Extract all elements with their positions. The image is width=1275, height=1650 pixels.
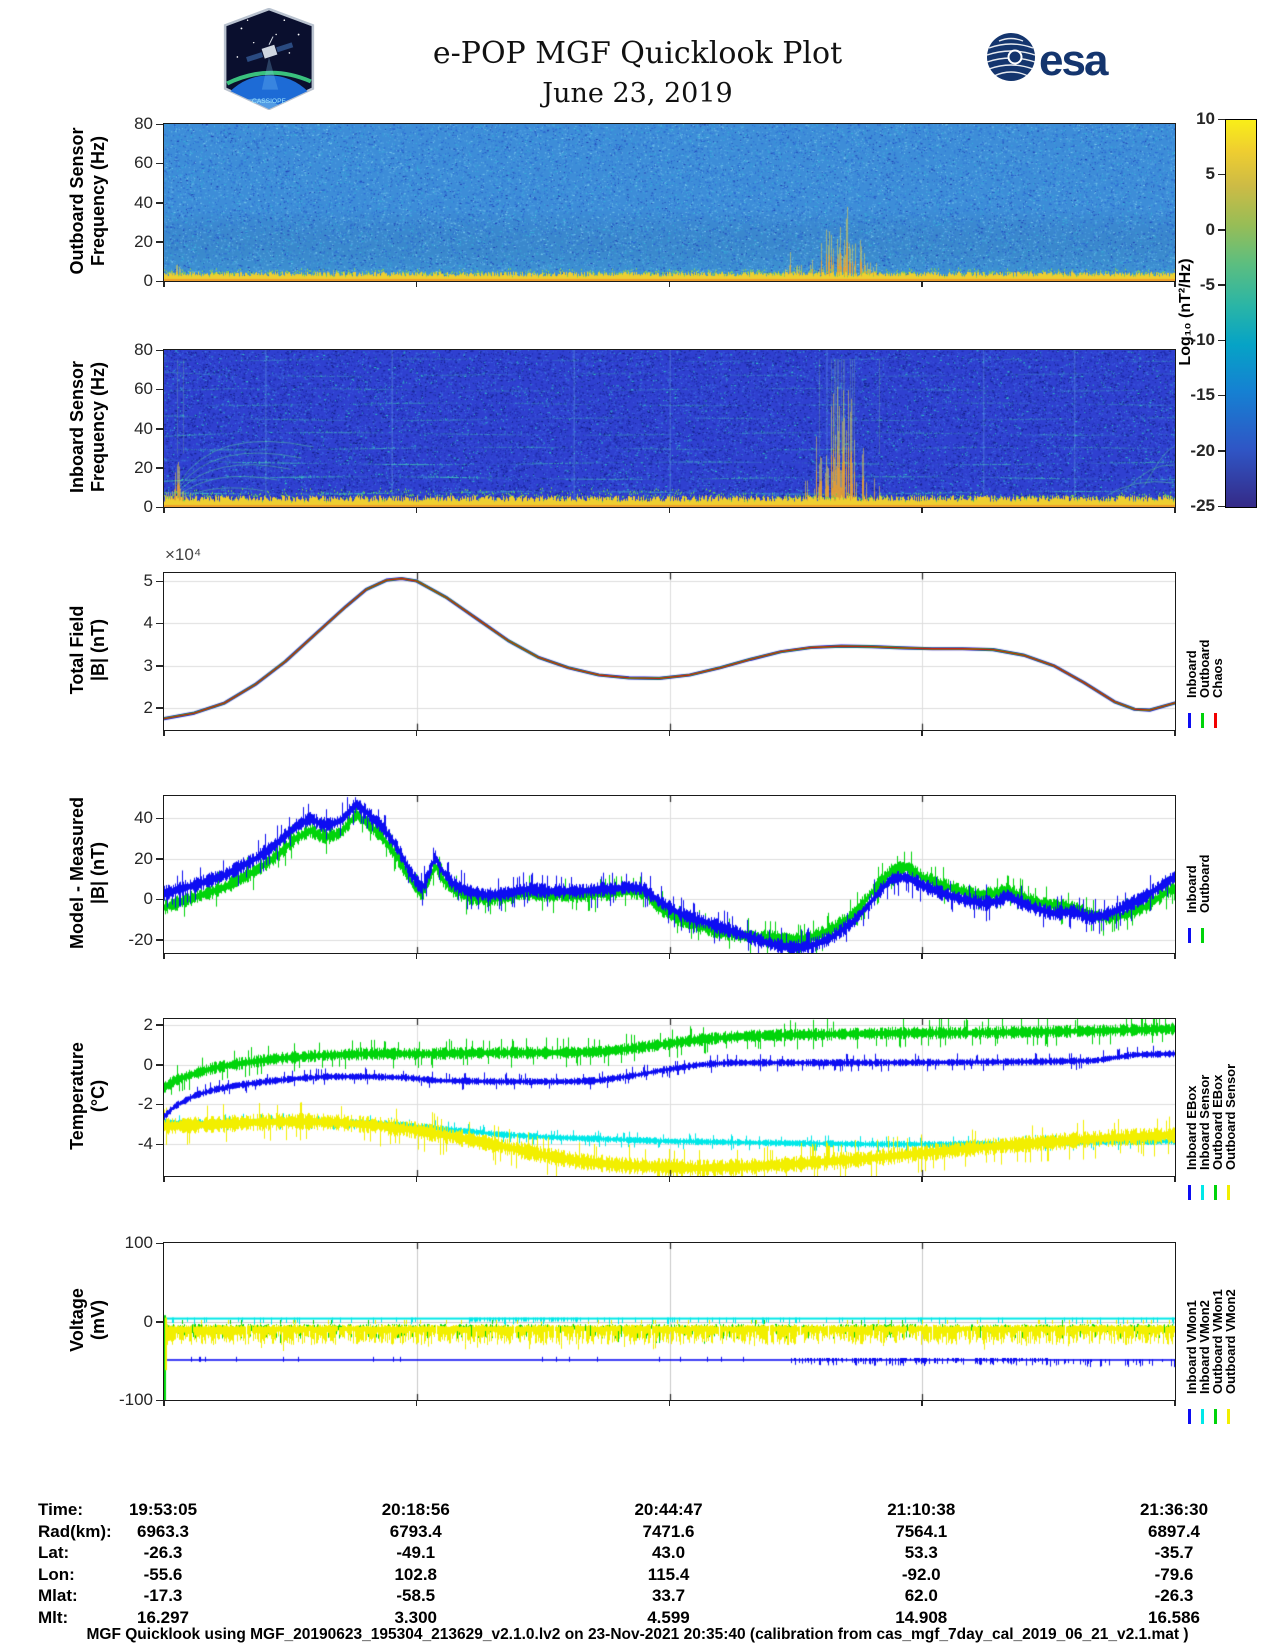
y-tick-label: 0: [143, 497, 153, 516]
ephemeris-row-label: Lon:: [38, 1564, 75, 1584]
y-tick-mark: [156, 707, 163, 709]
ephemeris-value: 102.8: [394, 1564, 438, 1584]
inboard-spectrogram-ylabel: Inboard Sensor Frequency (Hz): [67, 360, 108, 494]
colorbar-tick-label: -25: [1190, 496, 1215, 515]
legend-label: Outboard Sensor: [1223, 1063, 1238, 1170]
ephemeris-value: -49.1: [396, 1543, 436, 1562]
x-tick-mark: [1174, 954, 1176, 959]
y-tick-label: 60: [134, 379, 153, 399]
model-measured-ylabel: Model - Measured |B| (nT): [67, 796, 108, 950]
legend-marker: [1227, 1185, 1230, 1200]
legend-marker: [1188, 1185, 1191, 1200]
y-tick-mark: [156, 202, 163, 204]
legend-marker: [1188, 928, 1191, 943]
ephemeris-value: 3.300: [394, 1607, 438, 1627]
panel-temperature: [163, 1018, 1176, 1177]
y-tick-label: 40: [134, 418, 153, 438]
legend-label: Inboard VMon2: [1197, 1300, 1212, 1394]
legend-marker: [1201, 1409, 1204, 1424]
colorbar-tick-mark: [1218, 284, 1225, 286]
x-tick-mark: [669, 954, 671, 959]
panel-total-field: [163, 572, 1176, 731]
ephemeris-value: 7471.6: [642, 1521, 695, 1541]
y-tick-mark: [156, 939, 163, 941]
ephemeris-value: 19:53:05: [128, 1500, 198, 1519]
x-tick-mark: [669, 508, 671, 513]
ephemeris-value: 33.7: [651, 1586, 686, 1605]
y-tick-mark: [156, 581, 163, 583]
outboard-spectrogram-ylabel: Outboard Sensor Frequency (Hz): [67, 127, 108, 275]
colorbar: [1225, 119, 1257, 508]
colorbar-tick-label: 0: [1205, 219, 1215, 239]
x-tick-mark: [163, 282, 165, 287]
ephemeris-value: 20:44:47: [634, 1500, 703, 1519]
figure-title: e-POP MGF Quicklook Plot: [432, 36, 843, 71]
voltage-canvas: [164, 1243, 1175, 1400]
ephemeris-value: -26.3: [1154, 1586, 1194, 1605]
y-tick-label: 80: [134, 340, 153, 359]
ephemeris-value: -79.6: [1154, 1564, 1194, 1584]
x-tick-mark: [669, 1177, 671, 1182]
x-tick-mark: [921, 954, 923, 959]
total-field-canvas: [164, 573, 1175, 730]
y-tick-label: 0: [143, 271, 153, 290]
colorbar-tick-label: -5: [1199, 274, 1215, 294]
y-tick-mark: [156, 1243, 163, 1245]
ephemeris-value: 21:10:38: [887, 1500, 956, 1519]
legend-marker: [1201, 1185, 1204, 1200]
colorbar-tick-label: -20: [1190, 440, 1215, 460]
x-tick-mark: [416, 1177, 418, 1182]
x-tick-mark: [163, 1177, 165, 1182]
y-tick-label: 20: [134, 457, 153, 477]
legend-label: Inboard: [1184, 865, 1199, 913]
colorbar-tick-mark: [1218, 506, 1225, 508]
voltage-ylabel: Voltage (mV): [67, 1288, 108, 1352]
colorbar-tick-mark: [1218, 450, 1225, 452]
ephemeris-value: 20:18:56: [381, 1500, 450, 1519]
temperature-ylabel: Temperature (°C): [67, 1042, 108, 1150]
y-tick-label: -4: [137, 1134, 153, 1154]
x-tick-mark: [163, 954, 165, 959]
ephemeris-value: -35.7: [1154, 1543, 1194, 1562]
x-tick-mark: [669, 731, 671, 736]
legend-marker: [1214, 713, 1217, 728]
colorbar-tick-mark: [1218, 340, 1225, 342]
x-tick-mark: [163, 508, 165, 513]
y-tick-mark: [156, 124, 163, 126]
y-tick-label: 3: [143, 655, 153, 675]
y-tick-mark: [156, 1104, 163, 1106]
y-tick-mark: [156, 665, 163, 667]
legend-marker: [1214, 1185, 1217, 1200]
y-tick-mark: [156, 281, 163, 283]
x-tick-mark: [1174, 1401, 1176, 1406]
legend-label: Inboard EBox: [1184, 1085, 1199, 1170]
y-tick-label: 0: [143, 1311, 153, 1331]
y-tick-label: -20: [128, 929, 153, 949]
y-tick-mark: [156, 1024, 163, 1026]
panel-model-measured: [163, 795, 1176, 954]
y-tick-mark: [156, 163, 163, 165]
ephemeris-row-label: Rad(km):: [38, 1521, 112, 1541]
legend-label: Outboard VMon2: [1223, 1289, 1238, 1394]
x-tick-mark: [416, 508, 418, 513]
esa-logo: [985, 30, 1120, 91]
legend-label: Outboard: [1197, 639, 1212, 698]
y-tick-label: 80: [134, 114, 153, 133]
y-tick-label: 0: [143, 889, 153, 909]
y-tick-mark: [156, 241, 163, 243]
legend-label: Chaos: [1210, 658, 1225, 698]
ephemeris-value: -58.5: [396, 1586, 436, 1605]
colorbar-tick-mark: [1218, 119, 1225, 121]
y-tick-label: 20: [134, 848, 153, 868]
legend-label: Outboard: [1197, 854, 1212, 913]
x-tick-mark: [921, 731, 923, 736]
y-tick-label: 40: [134, 192, 153, 212]
x-tick-mark: [1174, 1177, 1176, 1182]
y-tick-mark: [156, 1064, 163, 1066]
y-tick-mark: [156, 1400, 163, 1402]
figure-date: June 23, 2019: [542, 78, 733, 109]
y-tick-label: 0: [143, 1054, 153, 1074]
outboard-spectrogram-canvas: [164, 124, 1175, 281]
colorbar-tick-mark: [1218, 395, 1225, 397]
legend-marker: [1227, 1409, 1230, 1424]
y-tick-label: 2: [143, 1014, 153, 1034]
y-tick-mark: [156, 389, 163, 391]
y-tick-label: -2: [137, 1094, 153, 1114]
patch-text: CASSIOPE: [252, 97, 286, 105]
ephemeris-value: 4.599: [647, 1607, 690, 1627]
inboard-spectrogram-canvas: [164, 350, 1175, 507]
ephemeris-value: 7564.1: [895, 1521, 948, 1541]
x-tick-mark: [1174, 731, 1176, 736]
x-tick-mark: [163, 1401, 165, 1406]
colorbar-tick-mark: [1218, 229, 1225, 231]
y-tick-mark: [156, 1321, 163, 1323]
legend-marker: [1188, 713, 1191, 728]
ephemeris-value: -26.3: [143, 1543, 183, 1562]
y-tick-mark: [156, 623, 163, 625]
ephemeris-value: 21:36:30: [1139, 1500, 1209, 1519]
y-tick-mark: [156, 818, 163, 820]
y-tick-label: 5: [143, 571, 153, 591]
x-tick-mark: [921, 508, 923, 513]
legend-marker: [1214, 1409, 1217, 1424]
colorbar-tick-mark: [1218, 174, 1225, 176]
temperature-canvas: [164, 1019, 1175, 1176]
legend-marker: [1188, 1409, 1191, 1424]
colorbar-label: Log₁₀ (nT²/Hz): [1177, 258, 1194, 366]
x-tick-mark: [163, 731, 165, 736]
colorbar-tick-label: -10: [1190, 330, 1215, 350]
panel-voltage: [163, 1242, 1176, 1401]
total-field-ylabel: Total Field |B| (nT): [67, 605, 108, 695]
ephemeris-row-label: Lat:: [38, 1543, 70, 1562]
panel-inboard-spectrogram: [163, 349, 1176, 508]
legend-label: Inboard: [1184, 650, 1199, 698]
y-tick-mark: [156, 507, 163, 509]
y-tick-label: 40: [134, 808, 153, 828]
colorbar-tick-label: 5: [1205, 164, 1215, 184]
ephemeris-value: 6793.4: [389, 1521, 442, 1541]
x-tick-mark: [921, 282, 923, 287]
legend-marker: [1201, 713, 1204, 728]
y-tick-label: 4: [143, 613, 153, 633]
y-tick-mark: [156, 428, 163, 430]
total-field-exponent-label: ×10⁴: [165, 545, 202, 564]
legend-label: Outboard EBox: [1210, 1074, 1225, 1170]
y-tick-mark: [156, 858, 163, 860]
ephemeris-value: 14.908: [895, 1607, 948, 1627]
x-tick-mark: [669, 1401, 671, 1406]
ephemeris-value: 115.4: [647, 1564, 690, 1584]
ephemeris-value: -55.6: [143, 1564, 183, 1584]
ephemeris-value: -17.3: [143, 1586, 183, 1605]
x-tick-mark: [416, 731, 418, 736]
y-tick-mark: [156, 350, 163, 352]
y-tick-label: 100: [124, 1233, 153, 1252]
panel-outboard-spectrogram: [163, 123, 1176, 282]
ephemeris-value: -92.0: [901, 1564, 941, 1584]
legend-label: Outboard VMon1: [1210, 1289, 1225, 1394]
ephemeris-value: 6897.4: [1148, 1521, 1200, 1541]
x-tick-mark: [921, 1401, 923, 1406]
esa-wordmark: esa: [1039, 36, 1107, 85]
ephemeris-value: 53.3: [904, 1543, 938, 1562]
x-tick-mark: [416, 282, 418, 287]
model-measured-canvas: [164, 796, 1175, 953]
ephemeris-row-label: Time:: [38, 1500, 84, 1519]
x-tick-mark: [416, 1401, 418, 1406]
ephemeris-value: 6963.3: [137, 1521, 189, 1541]
ephemeris-value: 16.586: [1148, 1607, 1200, 1627]
y-tick-mark: [156, 467, 163, 469]
ephemeris-row-label: Mlat:: [38, 1586, 78, 1605]
y-tick-label: 2: [143, 697, 153, 717]
colorbar-tick-label: 10: [1196, 109, 1215, 128]
y-tick-mark: [156, 1144, 163, 1146]
ephemeris-value: 62.0: [904, 1586, 938, 1605]
legend-label: Inboard VMon1: [1184, 1300, 1199, 1394]
y-tick-label: -100: [118, 1390, 153, 1409]
y-tick-label: 60: [134, 153, 153, 173]
x-tick-mark: [669, 282, 671, 287]
legend-label: Inboard Sensor: [1197, 1074, 1212, 1170]
ephemeris-value: 16.297: [137, 1607, 189, 1627]
x-tick-mark: [921, 1177, 923, 1182]
y-tick-label: 20: [134, 231, 153, 251]
x-tick-mark: [416, 954, 418, 959]
ephemeris-value: 43.0: [651, 1543, 686, 1562]
y-tick-mark: [156, 899, 163, 901]
legend-marker: [1201, 928, 1204, 943]
colorbar-tick-label: -15: [1190, 385, 1215, 405]
footnote: MGF Quicklook using MGF_20190623_195304_213629_v2.1.0.lv2 on 23-Nov-2021 20:35:40 (calibration from cas_mgf_7day_cal_2019_06_21_v2.1.mat ): [86, 1626, 1189, 1643]
ephemeris-row-label: Mlt:: [38, 1607, 69, 1627]
